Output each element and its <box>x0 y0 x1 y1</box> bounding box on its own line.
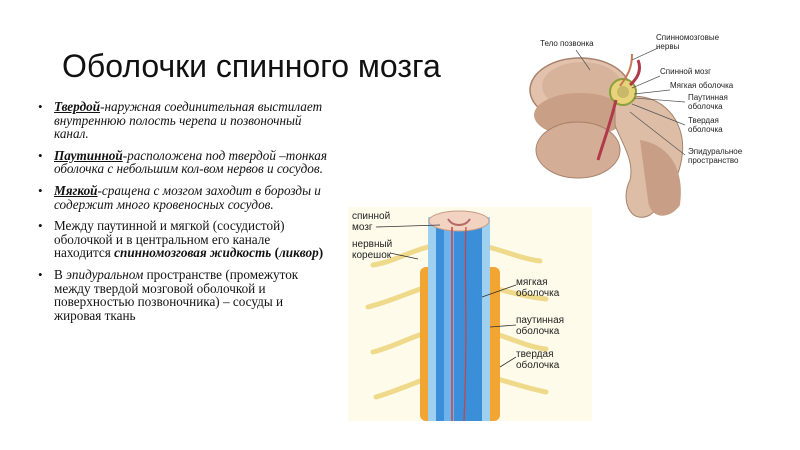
bullet-item <box>30 268 330 322</box>
label-pia: Мягкая оболочка <box>670 81 734 90</box>
term-csf: спинномозговая жидкость <box>114 245 272 261</box>
bullet-item <box>30 149 330 176</box>
spinal-cord-illustration <box>348 207 592 421</box>
vertebra-illustration <box>520 30 790 230</box>
term-pia: Мягкой <box>54 182 98 198</box>
label-dura-2: оболочка <box>688 125 723 134</box>
bullet-text: -сращена с мозгом заходит в борозды и содержит много кровеносных сосудов. <box>54 182 321 212</box>
bullet-text: -наружная соединительная выстилает внутреннюю полость черепа и позвоночный канал. <box>54 99 323 142</box>
bullet-item <box>30 219 330 260</box>
label-arachnoid-2: оболочка <box>516 326 560 337</box>
bullet-text: пространстве (промежуток между твердой мозговой оболочкой и поверхностью позвоночника) – сосуды и жировая ткань <box>54 266 299 323</box>
term-arachnoid: Паутинной <box>54 147 123 163</box>
label-epidural: Эпидуральное <box>688 147 743 156</box>
slide-title: Оболочки спинного мозга <box>62 48 441 84</box>
bullet-item <box>30 184 330 211</box>
label-dura-2: оболочка <box>516 360 560 371</box>
label-spinal-cord: Спинной мозг <box>660 67 711 76</box>
term-dura: Твердой <box>54 99 101 114</box>
term-liquor: ликвор <box>278 245 319 261</box>
label-spinal-nerves-2: нервы <box>656 42 680 51</box>
label-cord: спинной <box>352 211 391 222</box>
label-arachnoid: паутинная <box>516 315 565 326</box>
paren-close: ) <box>318 245 324 261</box>
term-epidural: эпидуральном <box>66 266 144 282</box>
label-epidural-2: пространство <box>688 156 739 165</box>
label-pia-2: оболочка <box>516 288 560 299</box>
label-vertebra-body: Тело позвонка <box>540 39 594 48</box>
label-pia: мягкая <box>516 277 548 288</box>
bullet-list <box>30 100 330 330</box>
label-arachnoid-2: оболочка <box>688 102 723 111</box>
bullet-item <box>30 100 330 141</box>
label-dura: твердая <box>516 349 554 360</box>
bullet-text: Между паутинной и мягкой (сосудистой) оболочкой и в центральном его канале находится <box>54 218 285 261</box>
bullet-text: В <box>54 266 67 282</box>
label-root-2: корешок <box>352 250 392 261</box>
label-arachnoid: Паутинная <box>688 93 728 102</box>
label-spinal-nerves: Спинномозговые <box>656 33 720 42</box>
bullet-text: -расположена под твердой –тонкая оболочка с небольшим кол-вом нервов и сосудов. <box>54 147 328 177</box>
paren-open: ( <box>271 245 279 261</box>
label-dura: Твердая <box>688 116 719 125</box>
label-cord-2: мозг <box>352 222 373 233</box>
label-root: нервный <box>352 239 393 250</box>
